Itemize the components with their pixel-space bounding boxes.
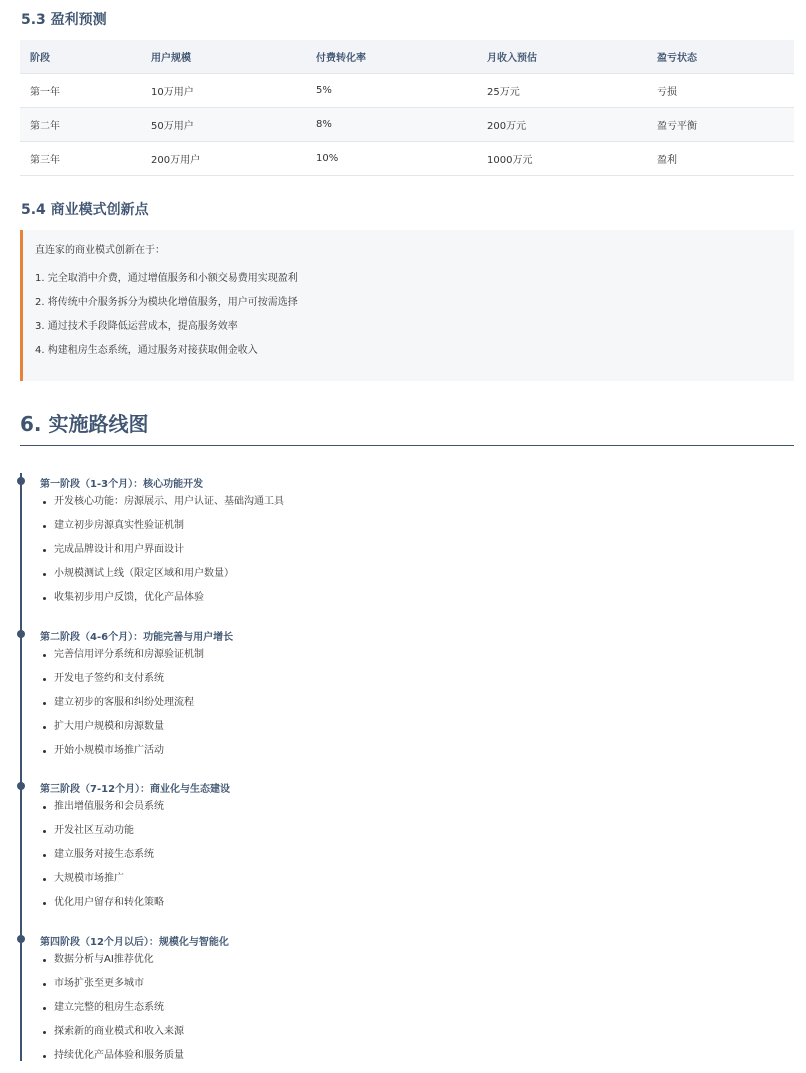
list-item: 开发社区互动功能 — [40, 824, 164, 848]
list-item: 扩大用户规模和房源数量 — [40, 720, 204, 744]
table-cell: 200万用户 — [141, 142, 306, 176]
list-item: 收集初步用户反馈，优化产品体验 — [40, 591, 284, 615]
list-item: 市场扩张至更多城市 — [40, 977, 184, 1001]
header-user-scale: 用户规模 — [141, 40, 306, 74]
section-title-profit-forecast: 5.3 盈利预测 — [21, 12, 107, 28]
list-item: 开始小规模市场推广活动 — [40, 744, 204, 768]
list-item: 完善信用评分系统和房源验证机制 — [40, 648, 204, 672]
list-item: 探索新的商业模式和收入来源 — [40, 1025, 184, 1049]
phase-title: 第四阶段（12个月以后）：规模化与智能化 — [40, 937, 229, 948]
table-cell: 第二年 — [20, 108, 141, 142]
section-divider — [20, 445, 794, 446]
table-cell: 亏损 — [647, 74, 794, 108]
phase-task-list — [40, 800, 164, 920]
header-profit-status: 盈亏状态 — [647, 40, 794, 74]
list-item: 建立完整的租房生态系统 — [40, 1001, 184, 1025]
list-item: 优化用户留存和转化策略 — [40, 896, 164, 920]
table-cell: 第三年 — [20, 142, 141, 176]
list-item: 3. 通过技术手段降低运营成本，提高服务效率 — [35, 321, 238, 332]
table-cell: 盈亏平衡 — [647, 108, 794, 142]
phase-task-list — [40, 648, 204, 768]
timeline-dot — [17, 935, 25, 943]
innovation-callout — [20, 230, 794, 381]
table-row — [20, 74, 794, 108]
section-title-roadmap: 6. 实施路线图 — [20, 412, 149, 436]
list-item: 持续优化产品体验和服务质量 — [40, 1049, 184, 1073]
table-cell: 200万元 — [477, 108, 647, 142]
list-item: 建立初步房源真实性验证机制 — [40, 519, 284, 543]
list-item: 开发核心功能：房源展示、用户认证、基础沟通工具 — [40, 495, 284, 519]
timeline-dot — [17, 477, 25, 485]
section-title-innovation: 5.4 商业模式创新点 — [21, 202, 149, 218]
phase-title: 第二阶段（4-6个月）：功能完善与用户增长 — [40, 632, 234, 643]
list-item: 建立服务对接生态系统 — [40, 848, 164, 872]
list-item: 完成品牌设计和用户界面设计 — [40, 543, 284, 567]
innovation-list — [35, 272, 298, 368]
table-cell: 8% — [306, 108, 477, 142]
callout-intro: 直连家的商业模式创新在于： — [35, 245, 165, 256]
table-cell: 25万元 — [477, 74, 647, 108]
phase-title: 第三阶段（7-12个月）：商业化与生态建设 — [40, 784, 231, 795]
table-cell: 10万用户 — [141, 74, 306, 108]
list-item: 2. 将传统中介服务拆分为模块化增值服务，用户可按需选择 — [35, 297, 298, 308]
phase-task-list — [40, 953, 184, 1073]
table-cell: 第一年 — [20, 74, 141, 108]
list-item: 4. 构建租房生态系统，通过服务对接获取佣金收入 — [35, 345, 258, 356]
table-cell: 50万用户 — [141, 108, 306, 142]
list-item: 建立初步的客服和纠纷处理流程 — [40, 696, 204, 720]
table-cell: 10% — [306, 142, 477, 176]
timeline-line — [20, 473, 22, 1061]
profit-forecast-table — [20, 40, 794, 176]
timeline-dot — [17, 630, 25, 638]
phase-title: 第一阶段（1-3个月）：核心功能开发 — [40, 479, 204, 490]
timeline-dot — [17, 782, 25, 790]
list-item: 数据分析与AI推荐优化 — [40, 953, 184, 977]
header-stage: 阶段 — [20, 40, 141, 74]
phase-task-list — [40, 495, 284, 615]
table-row — [20, 108, 794, 142]
table-header-row — [20, 40, 794, 74]
table-cell: 盈利 — [647, 142, 794, 176]
table-row — [20, 142, 794, 176]
table-cell: 1000万元 — [477, 142, 647, 176]
list-item: 小规模测试上线（限定区域和用户数量） — [40, 567, 284, 591]
list-item: 1. 完全取消中介费，通过增值服务和小额交易费用实现盈利 — [35, 273, 298, 284]
header-conversion-rate: 付费转化率 — [306, 40, 477, 74]
list-item: 大规模市场推广 — [40, 872, 164, 896]
list-item: 推出增值服务和会员系统 — [40, 800, 164, 824]
list-item: 开发电子签约和支付系统 — [40, 672, 204, 696]
table-cell: 5% — [306, 74, 477, 108]
header-monthly-revenue: 月收入预估 — [477, 40, 647, 74]
